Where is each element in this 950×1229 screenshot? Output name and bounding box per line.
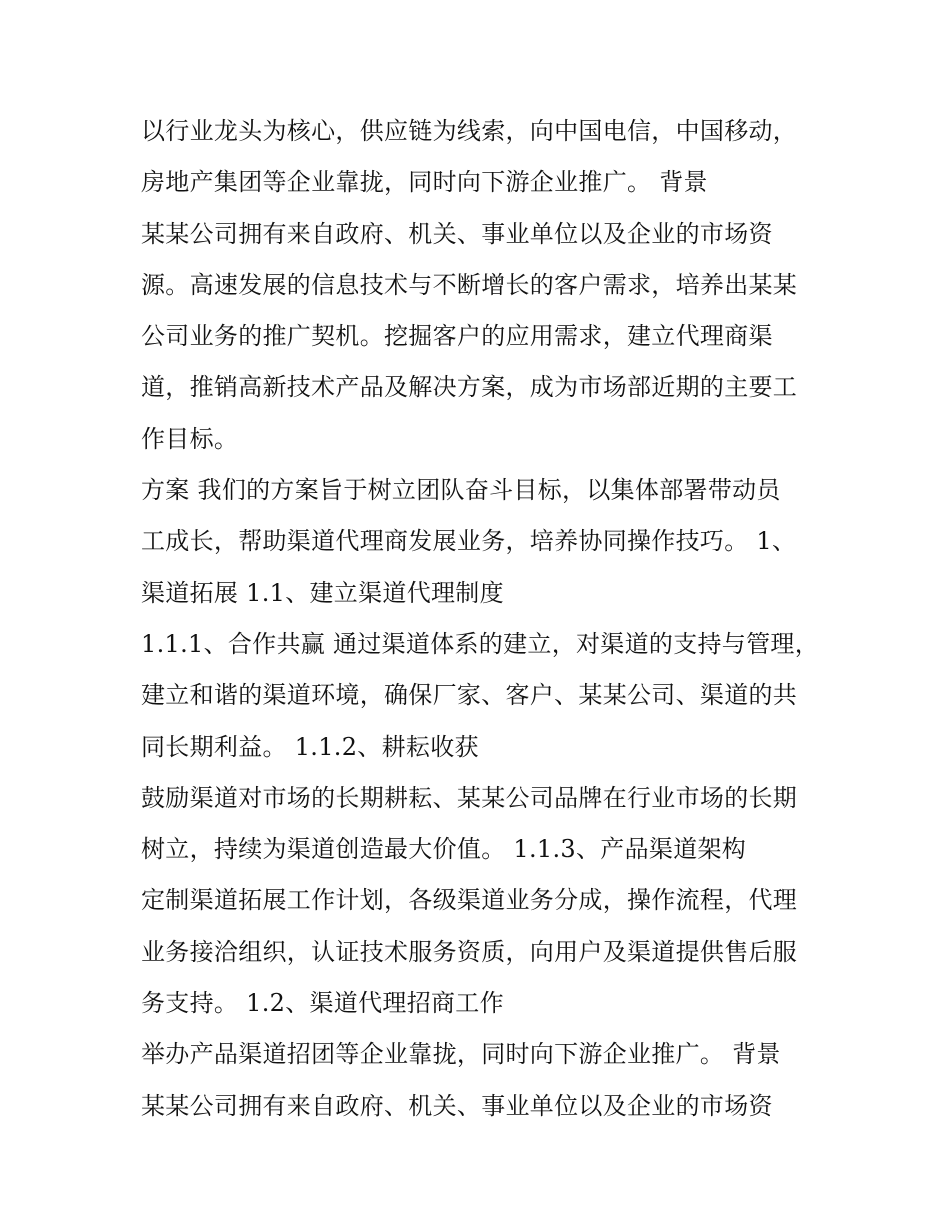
text-line: 同长期利益。 1.1.2、耕耘收获 (141, 732, 479, 761)
text-line: 以行业龙头为核心，供应链为线索，向中国电信，中国移动， (141, 117, 798, 145)
text-line: 建立和谐的渠道环境，确保厂家、客户、某某公司、渠道的共 (141, 681, 798, 710)
text-line: 工成长，帮助渠道代理商发展业务，培养协同操作技巧。 1、 (141, 527, 797, 556)
text-line: 道，推销高新技术产品及解决方案，成为市场部近期的主要工 (141, 373, 798, 402)
text-line: 举办产品渠道招团等企业靠拢，同时向下游企业推广。 背景 (141, 1040, 781, 1069)
text-line: 定制渠道拓展工作计划，各级渠道业务分成，操作流程，代理 (141, 886, 798, 915)
text-line: 某某公司拥有来自政府、机关、事业单位以及企业的市场资 (141, 219, 773, 248)
text-line: 房地产集团等企业靠拢，同时向下游企业推广。 背景 (141, 168, 708, 197)
text-line: 鼓励渠道对市场的长期耕耘、某某公司品牌在行业市场的长期 (141, 783, 798, 812)
text-line: 作目标。 (141, 424, 239, 453)
text-line: 公司业务的推广契机。挖掘客户的应用需求，建立代理商渠 (141, 322, 773, 351)
body-text (141, 106, 841, 1132)
text-line: 务支持。 1.2、渠道代理招商工作 (141, 989, 504, 1018)
text-line: 业务接洽组织，认证技术服务资质，向用户及渠道提供售后服 (141, 937, 798, 966)
text-line: 1.1.1、合作共赢 通过渠道体系的建立，对渠道的支持与管理， (141, 629, 819, 658)
text-line: 某某公司拥有来自政府、机关、事业单位以及企业的市场资 (141, 1091, 773, 1120)
text-line: 方案 我们的方案旨于树立团队奋斗目标，以集体部署带动员 (141, 476, 781, 505)
text-line: 源。高速发展的信息技术与不断增长的客户需求，培养出某某 (141, 270, 798, 299)
text-line: 渠道拓展 1.1、建立渠道代理制度 (141, 578, 504, 607)
text-line: 树立，持续为渠道创造最大价值。 1.1.3、产品渠道架构 (141, 835, 747, 864)
